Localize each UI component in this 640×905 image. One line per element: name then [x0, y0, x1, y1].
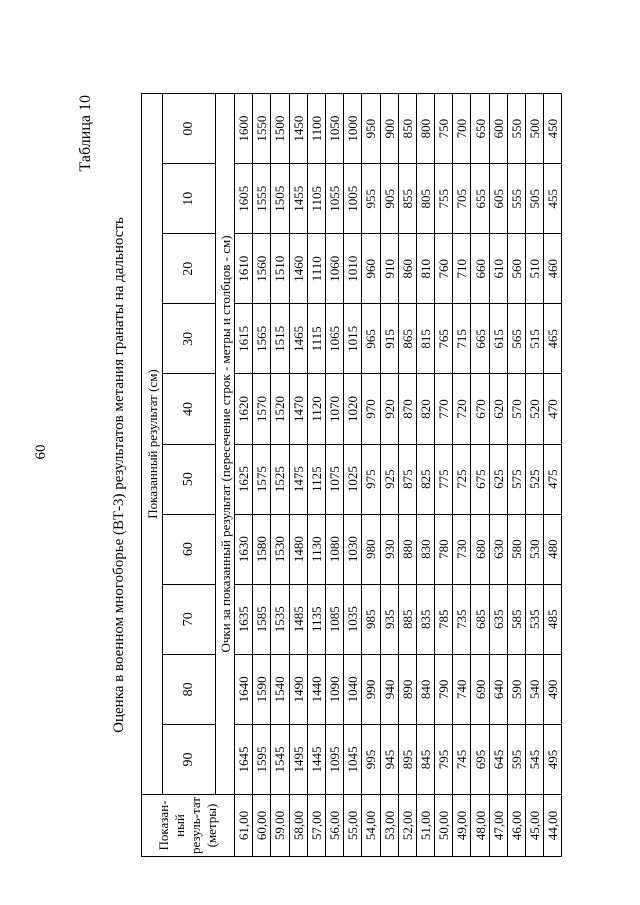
points-cell: 1000	[344, 94, 362, 164]
points-cell: 710	[453, 234, 471, 304]
points-cell: 1050	[325, 94, 343, 164]
points-cell: 1455	[289, 164, 307, 234]
points-cell: 1610	[235, 234, 253, 304]
points-cell: 755	[435, 164, 453, 234]
points-cell: 1485	[289, 584, 307, 654]
points-cell: 1560	[253, 234, 271, 304]
points-cell: 1595	[253, 724, 271, 794]
points-cell: 855	[398, 164, 416, 234]
points-cell: 1070	[325, 374, 343, 444]
column-header: 20	[163, 234, 216, 304]
points-cell: 1085	[325, 584, 343, 654]
points-cell: 450	[544, 94, 562, 164]
points-cell: 865	[398, 304, 416, 374]
points-cell: 1010	[344, 234, 362, 304]
points-cell: 460	[544, 234, 562, 304]
table-row	[544, 94, 562, 857]
points-cell: 1535	[271, 584, 289, 654]
points-cell: 780	[435, 514, 453, 584]
table-row	[344, 94, 362, 857]
table-row	[526, 94, 544, 857]
points-cell: 570	[507, 374, 525, 444]
points-cell: 540	[526, 654, 544, 724]
row-meters: 46,00	[507, 795, 525, 857]
points-cell: 1460	[289, 234, 307, 304]
points-cell: 1530	[271, 514, 289, 584]
row-meters: 52,00	[398, 795, 416, 857]
points-cell: 970	[362, 374, 380, 444]
points-cell: 1015	[344, 304, 362, 374]
table-row	[325, 94, 343, 857]
points-cell: 835	[416, 584, 434, 654]
points-cell: 605	[489, 164, 507, 234]
points-cell: 1490	[289, 654, 307, 724]
points-cell: 940	[380, 654, 398, 724]
points-cell: 625	[489, 444, 507, 514]
points-cell: 1540	[271, 654, 289, 724]
points-cell: 965	[362, 304, 380, 374]
points-cell: 1575	[253, 444, 271, 514]
points-cell: 715	[453, 304, 471, 374]
row-meters: 61,00	[235, 795, 253, 857]
points-cell: 820	[416, 374, 434, 444]
row-meters: 48,00	[471, 795, 489, 857]
points-cell: 1495	[289, 724, 307, 794]
points-cell: 870	[398, 374, 416, 444]
points-cell: 1515	[271, 304, 289, 374]
points-cell: 705	[453, 164, 471, 234]
points-cell: 1130	[307, 514, 325, 584]
points-cell: 530	[526, 514, 544, 584]
points-cell: 1600	[235, 94, 253, 164]
points-cell: 505	[526, 164, 544, 234]
points-cell: 1630	[235, 514, 253, 584]
points-cell: 830	[416, 514, 434, 584]
points-cell: 635	[489, 584, 507, 654]
points-cell: 980	[362, 514, 380, 584]
points-cell: 1570	[253, 374, 271, 444]
points-cell: 815	[416, 304, 434, 374]
points-cell: 1625	[235, 444, 253, 514]
points-cell: 495	[544, 724, 562, 794]
points-cell: 875	[398, 444, 416, 514]
points-cell: 1615	[235, 304, 253, 374]
points-cell: 725	[453, 444, 471, 514]
points-cell: 1585	[253, 584, 271, 654]
points-cell: 880	[398, 514, 416, 584]
points-cell: 680	[471, 514, 489, 584]
points-cell: 765	[435, 304, 453, 374]
table-row	[289, 94, 307, 857]
row-meters: 59,00	[271, 795, 289, 857]
points-cell: 655	[471, 164, 489, 234]
points-cell: 905	[380, 164, 398, 234]
points-cell: 1040	[344, 654, 362, 724]
row-meters: 50,00	[435, 795, 453, 857]
points-cell: 960	[362, 234, 380, 304]
points-cell: 560	[507, 234, 525, 304]
points-cell: 470	[544, 374, 562, 444]
points-cell: 1065	[325, 304, 343, 374]
page-number: 60	[33, 444, 49, 460]
points-cell: 480	[544, 514, 562, 584]
points-cell: 630	[489, 514, 507, 584]
column-header: 90	[163, 724, 216, 794]
points-cell: 695	[471, 724, 489, 794]
points-cell: 1645	[235, 724, 253, 794]
points-cell: 1520	[271, 374, 289, 444]
points-cell: 580	[507, 514, 525, 584]
points-cell: 590	[507, 654, 525, 724]
table-row	[235, 94, 253, 857]
table-row	[489, 94, 507, 857]
points-cell: 1605	[235, 164, 253, 234]
points-cell: 1055	[325, 164, 343, 234]
points-cell: 640	[489, 654, 507, 724]
points-cell: 1105	[307, 164, 325, 234]
table-row	[398, 94, 416, 857]
points-cell: 565	[507, 304, 525, 374]
points-cell: 585	[507, 584, 525, 654]
points-cell: 1060	[325, 234, 343, 304]
points-cell: 700	[453, 94, 471, 164]
column-header: 50	[163, 444, 216, 514]
row-meters: 53,00	[380, 795, 398, 857]
points-cell: 785	[435, 584, 453, 654]
points-cell: 520	[526, 374, 544, 444]
table-row	[507, 94, 525, 857]
points-cell: 1045	[344, 724, 362, 794]
points-cell: 790	[435, 654, 453, 724]
points-cell: 1545	[271, 724, 289, 794]
points-cell: 890	[398, 654, 416, 724]
points-cell: 850	[398, 94, 416, 164]
points-cell: 665	[471, 304, 489, 374]
row-meters: 49,00	[453, 795, 471, 857]
points-cell: 1440	[307, 654, 325, 724]
points-cell: 670	[471, 374, 489, 444]
points-cell: 1550	[253, 94, 271, 164]
points-cell: 660	[471, 234, 489, 304]
points-cell: 1005	[344, 164, 362, 234]
points-cell: 775	[435, 444, 453, 514]
points-cell: 1125	[307, 444, 325, 514]
table-row	[271, 94, 289, 857]
row-meters: 58,00	[289, 795, 307, 857]
points-cell: 1090	[325, 654, 343, 724]
points-cell: 950	[362, 94, 380, 164]
points-cell: 1500	[271, 94, 289, 164]
points-cell: 955	[362, 164, 380, 234]
column-header: 80	[163, 654, 216, 724]
points-cell: 1510	[271, 234, 289, 304]
row-meters: 54,00	[362, 795, 380, 857]
table-row	[435, 94, 453, 857]
points-cell: 1100	[307, 94, 325, 164]
points-cell: 455	[544, 164, 562, 234]
points-cell: 735	[453, 584, 471, 654]
points-cell: 1470	[289, 374, 307, 444]
points-cell: 975	[362, 444, 380, 514]
points-cell: 1480	[289, 514, 307, 584]
column-header: 40	[163, 374, 216, 444]
points-cell: 770	[435, 374, 453, 444]
points-cell: 995	[362, 724, 380, 794]
row-meters: 47,00	[489, 795, 507, 857]
points-cell: 930	[380, 514, 398, 584]
points-cell: 1030	[344, 514, 362, 584]
points-cell: 845	[416, 724, 434, 794]
points-cell: 760	[435, 234, 453, 304]
points-cell: 1445	[307, 724, 325, 794]
points-cell: 610	[489, 234, 507, 304]
points-cell: 1580	[253, 514, 271, 584]
column-header: 10	[163, 164, 216, 234]
column-header: 00	[163, 94, 216, 164]
column-header: 60	[163, 514, 216, 584]
results-table	[141, 93, 562, 857]
points-cell: 475	[544, 444, 562, 514]
points-cell: 1475	[289, 444, 307, 514]
points-cell: 935	[380, 584, 398, 654]
points-cell: 1635	[235, 584, 253, 654]
rotated-table-area	[75, 85, 595, 865]
column-header: 70	[163, 584, 216, 654]
points-cell: 555	[507, 164, 525, 234]
table-row	[471, 94, 489, 857]
table-title: Оценка в военном многоборье (ВТ-3) результатов метания гранаты на дальность	[111, 217, 127, 733]
points-subheader: Очки за показанный результат (пересечение строк - метры и столбцов - см)	[216, 94, 235, 795]
points-cell: 730	[453, 514, 471, 584]
points-cell: 1525	[271, 444, 289, 514]
points-cell: 465	[544, 304, 562, 374]
row-header-meters: Показан-ный резуль-тат (метры)	[142, 795, 235, 857]
points-cell: 1095	[325, 724, 343, 794]
points-cell: 1020	[344, 374, 362, 444]
points-cell: 1465	[289, 304, 307, 374]
column-header: 30	[163, 304, 216, 374]
row-meters: 56,00	[325, 795, 343, 857]
table-row	[307, 94, 325, 857]
points-cell: 945	[380, 724, 398, 794]
points-cell: 685	[471, 584, 489, 654]
points-cell: 745	[453, 724, 471, 794]
row-meters: 60,00	[253, 795, 271, 857]
points-cell: 900	[380, 94, 398, 164]
points-cell: 1110	[307, 234, 325, 304]
points-cell: 1115	[307, 304, 325, 374]
points-cell: 1505	[271, 164, 289, 234]
points-cell: 525	[526, 444, 544, 514]
points-cell: 1555	[253, 164, 271, 234]
points-cell: 595	[507, 724, 525, 794]
points-cell: 500	[526, 94, 544, 164]
points-cell: 535	[526, 584, 544, 654]
points-cell: 925	[380, 444, 398, 514]
points-cell: 615	[489, 304, 507, 374]
points-cell: 840	[416, 654, 434, 724]
row-meters: 44,00	[544, 795, 562, 857]
points-cell: 910	[380, 234, 398, 304]
row-meters: 45,00	[526, 795, 544, 857]
points-cell: 675	[471, 444, 489, 514]
points-cell: 1640	[235, 654, 253, 724]
points-cell: 860	[398, 234, 416, 304]
points-cell: 985	[362, 584, 380, 654]
points-cell: 800	[416, 94, 434, 164]
points-cell: 990	[362, 654, 380, 724]
table-label: Таблица 10	[77, 95, 94, 172]
points-cell: 825	[416, 444, 434, 514]
points-cell: 920	[380, 374, 398, 444]
points-cell: 885	[398, 584, 416, 654]
points-cell: 1135	[307, 584, 325, 654]
group-header: Показанный результат (см)	[142, 94, 163, 795]
table-row	[453, 94, 471, 857]
points-cell: 1565	[253, 304, 271, 374]
table-body	[235, 94, 562, 857]
table-row	[416, 94, 434, 857]
points-cell: 545	[526, 724, 544, 794]
table-row	[380, 94, 398, 857]
table-row	[253, 94, 271, 857]
points-cell: 1620	[235, 374, 253, 444]
points-cell: 795	[435, 724, 453, 794]
points-cell: 915	[380, 304, 398, 374]
points-cell: 620	[489, 374, 507, 444]
points-cell: 575	[507, 444, 525, 514]
points-cell: 1590	[253, 654, 271, 724]
points-cell: 485	[544, 584, 562, 654]
points-cell: 740	[453, 654, 471, 724]
points-cell: 1120	[307, 374, 325, 444]
points-cell: 1450	[289, 94, 307, 164]
points-cell: 1080	[325, 514, 343, 584]
points-cell: 690	[471, 654, 489, 724]
points-cell: 750	[435, 94, 453, 164]
points-cell: 810	[416, 234, 434, 304]
table-row	[362, 94, 380, 857]
points-cell: 1035	[344, 584, 362, 654]
points-cell: 1075	[325, 444, 343, 514]
points-cell: 1025	[344, 444, 362, 514]
points-cell: 515	[526, 304, 544, 374]
points-cell: 490	[544, 654, 562, 724]
points-cell: 895	[398, 724, 416, 794]
row-meters: 55,00	[344, 795, 362, 857]
points-cell: 720	[453, 374, 471, 444]
row-meters: 51,00	[416, 795, 434, 857]
points-cell: 600	[489, 94, 507, 164]
points-cell: 645	[489, 724, 507, 794]
points-cell: 510	[526, 234, 544, 304]
points-cell: 805	[416, 164, 434, 234]
points-cell: 550	[507, 94, 525, 164]
row-meters: 57,00	[307, 795, 325, 857]
points-cell: 650	[471, 94, 489, 164]
